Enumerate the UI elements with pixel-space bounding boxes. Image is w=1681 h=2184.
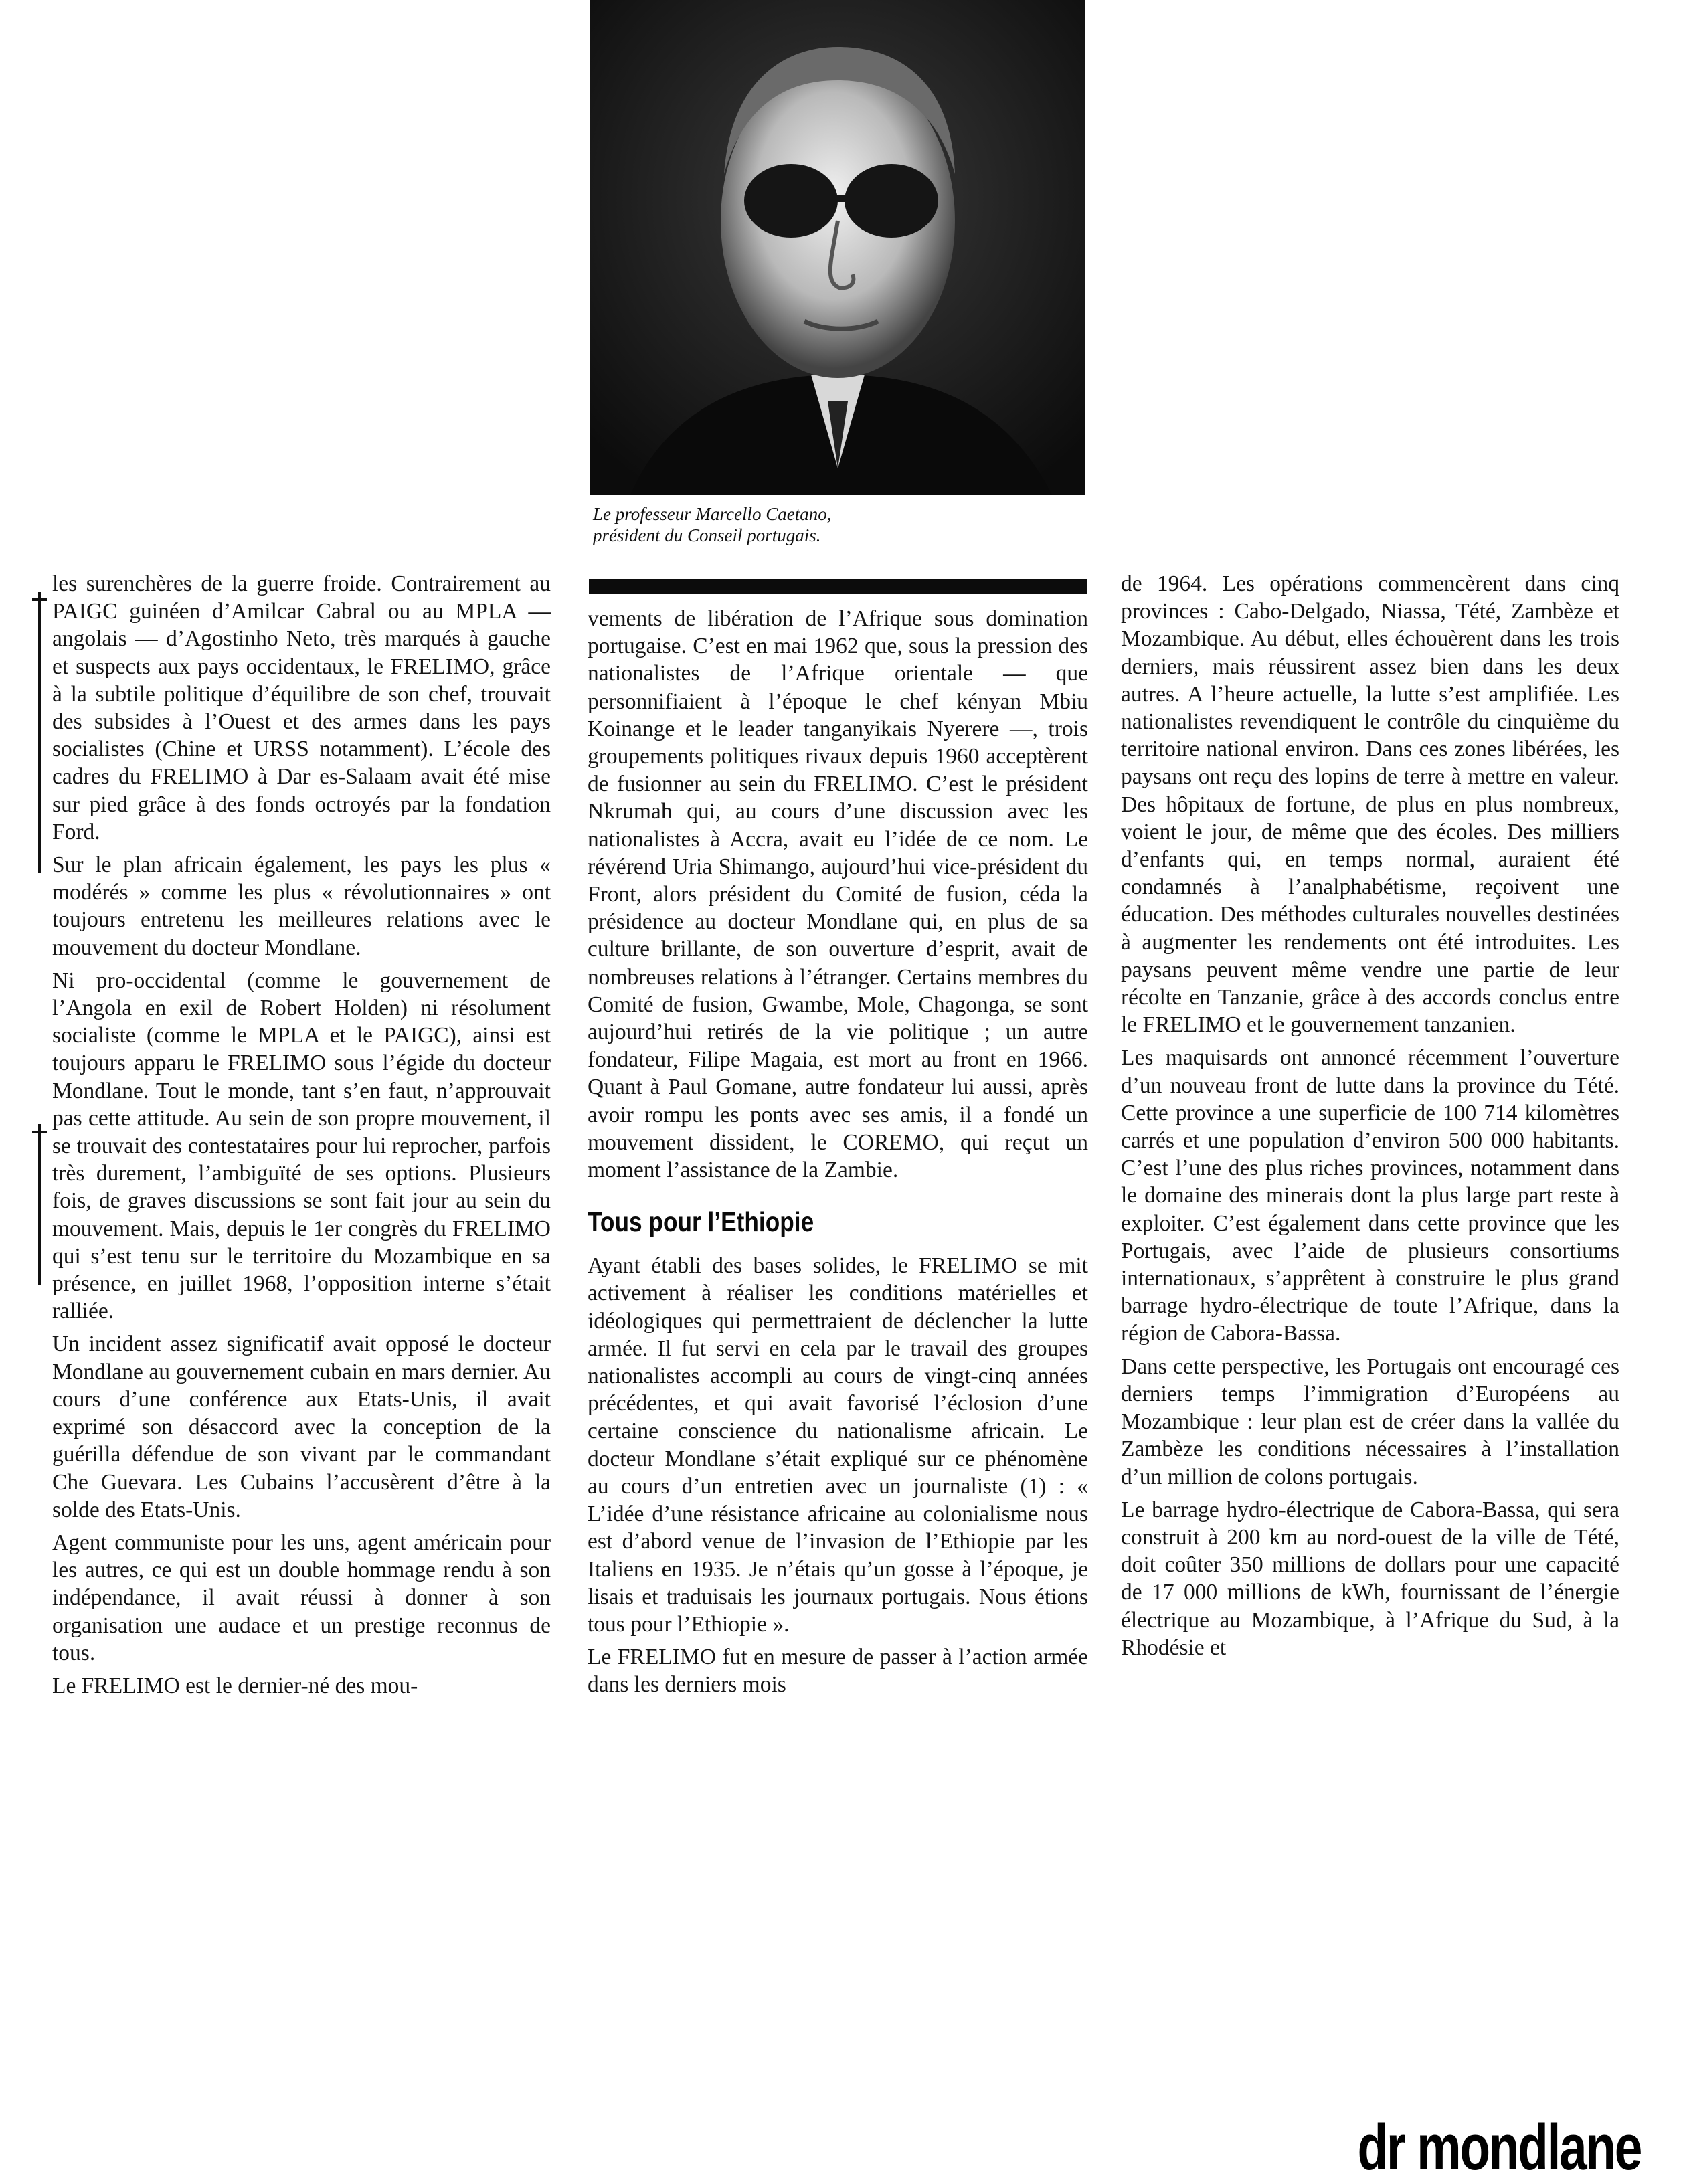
section-rule — [589, 579, 1087, 594]
paragraph: Les maquisards ont annoncé récemment l’ouverture d’un nouveau front de lutte dans la province du Tété. Cette province a une superficie de 100 714 kilomètres carrés et une population d’environ 500 000 habitants. C’est l’une des plus riches provinces, notamment dans le domaine des minerais dont la plus large part reste à exploiter. C’est également dans cette province que les Portugais, avec l’aide de plusieurs consortiums internationaux, s’apprêtent à construire le plus grand barrage hydro-électrique de toute l’Afrique, dans la région de Cabora-Bassa. — [1121, 1045, 1619, 1346]
paragraph: Ayant établi des bases solides, le FRELIMO se mit activement à réaliser les conditions matérielles et idéologiques qui permettraient de déclencher la lutte armée. Il fut servi en cela par le travail des groupes nationalistes accompli au cours de vingt-cinq années précédentes, et qui avait favorisé l’éclosion d’une certaine conscience du nationalisme africain. Le docteur Mondlane s’était expliqué sur ce phénomène au cours d’un entretien avec un journaliste (1) : « L’idée d’une résistance africaine au colonialisme nous est d’abord venue de l’invasion de l’Ethiopie par les Italiens en 1935. Je n’étais qu’un gosse à l’époque, je lisais et traduisais les journaux portugais. Nous étions tous pour l’Ethiopie ». — [588, 1253, 1088, 1637]
paragraph: Un incident assez significatif avait opposé le docteur Mondlane au gouvernement cubain en mars dernier. Au cours d’une conférence aux Etats-Unis, il avait exprimé son désaccord avec la conception de la guérilla défendue de son vivant par le commandant Che Guevara. Les Cubains l’accusèrent d’être à la solde des Etats-Unis. — [52, 1332, 551, 1522]
paragraph: Le barrage hydro-électrique de Cabora-Bassa, qui sera construit à 200 km au nord-ouest de la ville de Tété, doit coûter 350 millions de dollars pour une capacité de 17 000 millions de kWh, fournissant de l’énergie électrique au Mozambique, à l’Afrique du Sud, à la Rhodésie et — [1121, 1497, 1619, 1660]
margin-bracket-mark — [32, 592, 39, 873]
paragraph: de 1964. Les opérations commencèrent dans cinq provinces : Cabo-Delgado, Niassa, Tété, Zambèze et Mozambique. Au début, elles échouèrent dans les trois derniers, mais réussirent assez bien dans les deux autres. A l’heure actuelle, la lutte s’est amplifiée. Les nationalistes revendiquent le contrôle du cinquième du territoire national environ. Dans ces zones libérées, les paysans ont reçu des lopins de terre à mettre en valeur. Des hôpitaux de fortune, de plus en plus nombreux, voient le jour, de même que des écoles. Des milliers d’enfants qui, en temps normal, auraient été condamnés à l’analphabétisme, reçoivent une éducation. Des méthodes culturales nouvelles destinées à augmenter les rendements ont été introduites. Les paysans peuvent même vendre une partie de leur récolte en Tanzanie, grâce à des accords conclus entre le FRELIMO et le gouvernement tanzanien. — [1121, 571, 1619, 1038]
paragraph: Le FRELIMO fut en mesure de passer à l’action armée dans les derniers mois — [588, 1645, 1088, 1698]
paragraph: Agent communiste pour les uns, agent américain pour les autres, ce qui est un double hommage rendu à son indépendance, il avait réussi à donner à son organisation une audace et un prestige reconnus de tous. — [52, 1530, 551, 1665]
caption-line-1: Le professeur Marcello Caetano, — [593, 504, 832, 524]
section-subheading: Tous pour l’Ethiopie — [588, 1206, 814, 1238]
caption-line-2: président du Conseil portugais. — [593, 525, 821, 545]
margin-bracket-mark — [32, 1124, 39, 1285]
paragraph: vements de libération de l’Afrique sous domination portugaise. C’est en mai 1962 que, sous la pression des nationalistes de l’Afrique orientale — que personnifiaient à l’époque le chef kényan Mbiu Koinange et le leader tanganyikais Nyerere —, trois groupements politiques rivaux depuis 1960 acceptèrent de fusionner au sein du FRELIMO. C’est le président Nkrumah qui, au cours d’une discussion avec les nationalistes à Accra, avait eu l’idée de ce nom. Le révérend Uria Shimango, aujourd’hui vice-président du Front, alors président du Comité de fusion, céda la présidence au docteur Mondlane qui, en plus de sa culture brillante, de son ouverture d’esprit, avait de nombreuses relations à l’étranger. Certains membres du Comité de fusion, Gwambe, Mole, Chagonga, se sont aujourd’hui retirés de la vie politique ; un autre fondateur, Filipe Magaia, est mort au front en 1966. Quant à Paul Gomane, autre fondateur lui aussi, après avoir rompu les ponts avec ses amis, il a fondé un mouvement dissident, le COREMO, qui reçut un moment l’assistance de la Zambie. — [588, 606, 1088, 1183]
paragraph: Ni pro-occidental (comme le gouvernement de l’Angola en exil de Robert Holden) ni résolument socialiste (comme le MPLA et le PAIGC), ainsi est toujours apparu le FRELIMO sous l’égide du docteur Mondlane. Tout le monde, tant s’en faut, n’approuvait pas cette attitude. Au sein de son propre mouvement, il se trouvait des contestataires pour lui reprocher, parfois très durement, l’ambiguïté de ses options. Plusieurs fois, de graves discussions se sont fait jour au sein du mouvement. Mais, depuis le 1er congrès du FRELIMO qui s’est tenu sur le territoire du Mozambique en sa présence, en juillet 1968, l’opposition interne s’était ralliée. — [52, 968, 551, 1324]
paragraph: Le FRELIMO est le dernier-né des mou- — [52, 1673, 418, 1698]
paragraph: Dans cette perspective, les Portugais ont encouragé ces derniers temps l’immigration d’Européens au Mozambique : leur plan est de créer dans la vallée du Zambèze les conditions nécessaires à l’installation d’un million de colons portugais. — [1121, 1354, 1619, 1489]
paragraph: Sur le plan africain également, les pays les plus « modérés » comme les plus « révolutionnaires » ont toujours entretenu les meilleures relations avec le mouvement du docteur Mondlane. — [52, 852, 551, 960]
photo-caption — [593, 503, 1075, 546]
portrait-photo — [590, 0, 1085, 495]
text-column-3 — [1121, 570, 1619, 1667]
text-column-2 — [588, 605, 1088, 1704]
paragraph: les surenchères de la guerre froide. Contrairement au PAIGC guinéen d’Amilcar Cabral ou au MPLA — angolais — d’Agostinho Neto, très marqués à gauche et suspects aux pays occidentaux, le FRELIMO, grâce à la subtile politique d’équilibre de son chef, trouvait des subsides à l’Ouest et des armes dans les pays socialistes (Chine et URSS notamment). L’école des cadres du FRELIMO à Dar es-Salaam avait été mise sur pied grâce à des fonds octroyés par la fondation Ford. — [52, 571, 551, 844]
text-column-1 — [52, 570, 551, 1705]
running-footer-title: dr mondlane — [1357, 2112, 1641, 2183]
